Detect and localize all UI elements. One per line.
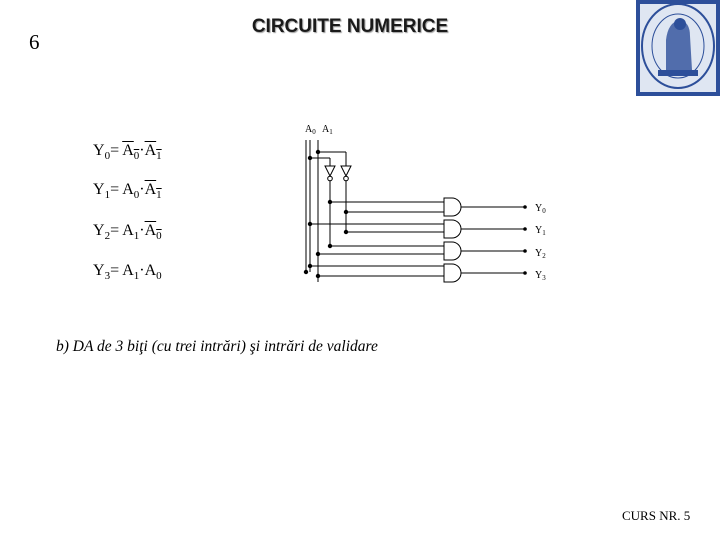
output-label-y0: $Y_0$ bbox=[535, 203, 546, 215]
input-label-a0: $A_0$ bbox=[305, 124, 316, 136]
and-gate-y3 bbox=[444, 264, 461, 282]
equation-y3: $Y_3= A_1\cdot A_0$ bbox=[93, 262, 162, 283]
slide-number: 6 bbox=[29, 30, 40, 54]
and-gate-y2 bbox=[444, 242, 461, 260]
and-gate-y1 bbox=[444, 220, 461, 238]
output-label-y3: $Y_3$ bbox=[535, 270, 546, 282]
inverter-a0 bbox=[325, 166, 335, 176]
equation-y1: $Y_1= A_0\cdot A_1$ bbox=[93, 181, 162, 202]
inverter-a1 bbox=[341, 166, 351, 176]
input-label-a1: $A_1$ bbox=[322, 124, 333, 136]
slide-title: CIRCUITE NUMERICE bbox=[251, 16, 449, 37]
course-label: CURS NR. 5 bbox=[622, 508, 691, 523]
output-label-y1: $Y_1$ bbox=[535, 225, 546, 237]
subtitle-text: b) DA de 3 biţi (cu trei intrări) şi intrări de validare bbox=[56, 338, 378, 355]
equation-y2: $Y_2= A_1\cdot A_0$ bbox=[93, 222, 162, 243]
equation-y0: $Y_0= A_0\cdot A_1$ bbox=[93, 142, 162, 163]
and-gate-y0 bbox=[444, 198, 461, 216]
output-label-y2: $Y_2$ bbox=[535, 248, 546, 260]
